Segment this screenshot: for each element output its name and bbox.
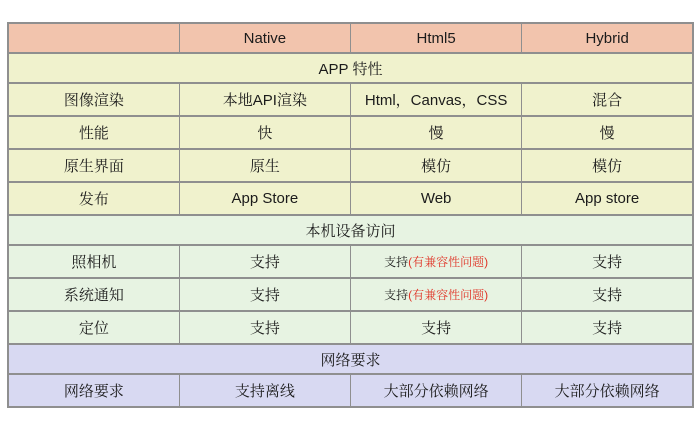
section-title: APP 特性 [8,53,693,83]
cell-value: 模仿 [351,149,522,182]
row-label: 照相机 [8,245,179,278]
column-header-html5: Html5 [351,23,522,53]
section-header-row [8,215,693,245]
table-row [8,149,693,182]
row-label: 系统通知 [8,278,179,311]
cell-value: 原生 [179,149,350,182]
cell-value: 支持 [522,311,693,344]
compatibility-note: (有兼容性问题) [408,255,489,269]
row-label: 定位 [8,311,179,344]
table-row [8,311,693,344]
row-label: 原生界面 [8,149,179,182]
cell-value: 支持离线 [179,374,350,407]
row-label: 图像渲染 [8,83,179,116]
cell-value: 支持 [522,278,693,311]
cell-value: Html，Canvas，CSS [351,83,522,116]
table-head [8,23,693,53]
row-label: 网络要求 [8,374,179,407]
column-header-hybrid: Hybrid [522,23,693,53]
column-header-native: Native [179,23,350,53]
table-row [8,278,693,311]
row-label: 发布 [8,182,179,215]
compatibility-note: (有兼容性问题) [408,288,489,302]
cell-value: App store [522,182,693,215]
section-title: 网络要求 [8,344,693,374]
cell-value: 慢 [351,116,522,149]
cell-text: 支持 [384,288,409,302]
cell-value: 支持 [522,245,693,278]
cell-value: 支持 [351,311,522,344]
table-row [8,374,693,407]
cell-value: 支持 [179,278,350,311]
cell-value [351,245,522,278]
cell-value: 本地API渲染 [179,83,350,116]
comparison-table-wrapper [7,22,694,408]
cell-value: App Store [179,182,350,215]
cell-value: 支持 [179,311,350,344]
cell-value: 模仿 [522,149,693,182]
row-label: 性能 [8,116,179,149]
table-body [8,53,693,407]
cell-value: 慢 [522,116,693,149]
table-row [8,83,693,116]
section-title: 本机设备访问 [8,215,693,245]
header-row [8,23,693,53]
table-row [8,116,693,149]
section-header-row [8,344,693,374]
table-row [8,245,693,278]
app-comparison-table [7,22,694,408]
section-header-row [8,53,693,83]
cell-value: Web [351,182,522,215]
cell-value [351,278,522,311]
cell-value: 快 [179,116,350,149]
cell-value: 大部分依赖网络 [351,374,522,407]
cell-value: 混合 [522,83,693,116]
cell-value: 大部分依赖网络 [522,374,693,407]
table-row [8,182,693,215]
cell-value: 支持 [179,245,350,278]
column-header-empty [8,23,179,53]
cell-text: 支持 [384,255,409,269]
